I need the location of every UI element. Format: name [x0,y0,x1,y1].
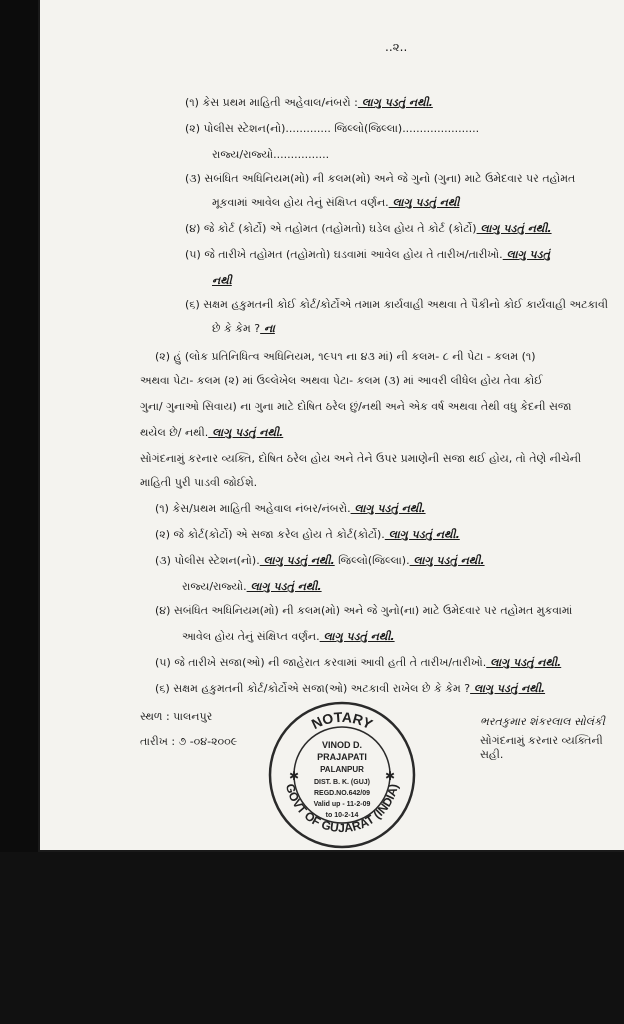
section-one-line [212,274,232,288]
item-text: છે કે કેમ ? [212,322,261,335]
paragraph-two-line [140,426,283,440]
item-number: (૩) [185,172,205,185]
section-one-line [212,148,329,162]
item-text: પોલીસ સ્ટેશન(નો)............. જિલ્લો(જિલ્લા)...................... [203,122,480,135]
item-number: (૫) [185,248,205,261]
item-text: સબંધિત અધિનિયમ(મો) ની કલમ(મો) અને જે ગુનો(ના) માટે ઉમેદવાર પર તહોમત મુકવામાં [173,604,573,617]
item-answer: લાગુ પડતું નથી. [486,656,562,669]
section-two-line [155,682,545,696]
section-one-line [185,222,552,236]
item-answer: ના [260,322,275,335]
paragraph-three-line: સોગંદનામું કરનાર વ્યક્તિ, દોષિત ઠરેલ હોય અને તેને ઉપર પ્રમાણેની સજા થઈ હોય, તો તેણે નીચેની [140,452,582,465]
item-answer: લાગુ પડતું નથી. [350,502,426,515]
page-number: ..૨.. [385,40,408,54]
place-line: સ્થળ : પાલનપુર [140,710,213,723]
paragraph-two-line [155,350,536,364]
section-one-line [212,322,275,336]
paragraph-two-answer: લાગુ પડતું નથી. [208,426,284,439]
section-one-line [185,172,575,186]
item-text: સબંધિત અધિનિયમ(મો) ની કલમ(મો) અને જે ગુનો (ગુના) માટે ઉમેદવાર પર તહોમત [204,172,576,185]
svg-text:NOTARY [309,709,376,733]
item-answer: લાગુ પડતું નથી. [357,96,433,109]
section-two-line [182,580,322,594]
stamp-star-left: ✱ [289,769,300,783]
section-one-line [185,96,433,110]
stamp-line: to 10-2-14 [325,812,359,819]
section-two-line [155,604,572,618]
item-answer: લાગુ પડતું નથી. [384,528,460,541]
notary-stamp [267,700,417,850]
item-answer-2: લાગુ પડતું નથી. [409,554,485,567]
section-two-line [155,528,460,542]
stamp-star-right: ✱ [385,769,396,783]
section-one-line [212,196,459,210]
signature: ભરતકુમાર શંકરલાલ સોલંકી [480,715,605,728]
stamp-bottom-text: GOVT OF GUJARAT (INDIA) [282,782,402,836]
item-text: કેસ પ્રથમ માહિતી અહેવાલ/નંબરો : [202,96,358,109]
stamp-line: DIST. B. K. (GUJ) [313,779,371,786]
line-text: અથવા પેટા- કલમ (૨) માં ઉલ્લેખેલ અથવા પેટા- કલમ (૩) માં આવરી લીધેલ હોય તેવા કોઈ [140,374,543,387]
item-number: (૪) [155,604,174,617]
item-text: સક્ષમ હકુમતની કોર્ટ/કોર્ટોએ સજા(ઓ) અટકાવી રાખેલ છે કે કેમ ? [173,682,471,695]
item-number: (૬) [185,298,204,311]
item-number: (૧) [155,502,173,515]
item-answer: લાગુ પડતું [502,248,550,261]
item-answer: નથી [212,274,232,287]
paragraph-two-line [140,374,543,388]
line-text: ગુના/ ગુનાઓ સિવાય) ના ગુના માટે દોષિત ઠરેલ છું/નથી અને એક વર્ષ અથવા તેથી વધુ કેદની સજા [140,400,572,413]
item-text: મૂકવામાં આવેલ હોય તેનું સંક્ષિપ્ત વર્ણન. [212,196,389,209]
item-number: (૨) [185,122,204,135]
item-text: જે કોર્ટ (કોર્ટો) એ તહોમત (તહોમતો) ઘડેલ હોય તે કોર્ટ (કોર્ટો) [203,222,477,235]
line-text: થયેલ છે/ નથી. [140,426,209,439]
item-text: જે તારીખે સજા(ઓ) ની જાહેરાત કરવામાં આવી હતી તે તારીખ/તારીખો. [174,656,487,669]
section-one-line [185,122,479,136]
item-number: (૪) [185,222,204,235]
section-one-line [185,298,608,312]
stamp-line: VINOD D. [321,740,363,750]
item-text: રાજ્ય/રાજ્યો................ [212,148,330,161]
item-text: આવેલ હોય તેનું સંક્ષિપ્ત વર્ણન. [182,630,320,643]
line-text: (૨) હું (લોક પ્રતિનિધિત્વ અધિનિયમ, ૧૯૫૧ ના ૪૩ માં) ની કલમ- ૮ ની પેટા - કલમ (૧) [155,350,536,363]
item-text: સક્ષમ હકુમતની કોઈ કોર્ટ/કોર્ટોએ તમામ કાર્યવાહી અથવા તે પૈકીનો કોઈ કાર્યવાહી અટકાવી [203,298,608,311]
item-number: (૧) [185,96,203,109]
signature-caption: સોગંદનામું કરનાર વ્યક્તિની સહી. [480,734,603,761]
section-two-line [155,502,426,516]
item-answer: લાગુ પડતું નથી. [470,682,546,695]
stamp-line: PALANPUR [320,765,364,774]
stamp-line: REGD.NO.642/09 [313,790,371,797]
item-number: (૬) [155,682,174,695]
item-answer: લાગુ પડતું નથી. [259,554,335,567]
stamp-top-text: NOTARY [308,708,376,733]
paragraph-two-line [140,400,571,414]
section-two-line [182,630,395,644]
scan-dark-bottom [0,852,624,1024]
item-text: જે તારીખે તહોમત (તહોમતો) ઘડવામાં આવેલ હોય તે તારીખ/તારીખો. [204,248,503,261]
item-text: કેસ/પ્રથમ માહિતી અહેવાલ નંબર/નંબરો. [172,502,351,515]
item-text: પોલીસ સ્ટેશન(નો). [174,554,260,567]
item-answer: લાગુ પડતું નથી [388,196,460,209]
section-two-line [155,656,561,670]
item-answer: લાગુ પડતું નથી. [319,630,395,643]
stamp-line: PRAJAPATI [317,752,367,762]
item-text-2: જિલ્લો(જિલ્લા). [334,554,410,567]
section-one-line [185,248,550,262]
item-number: (૨) [155,528,174,541]
item-text: રાજ્ય/રાજ્યો. [182,580,247,593]
item-answer: લાગુ પડતું નથી. [476,222,552,235]
stamp-line: Valid up - 11-2-09 [313,801,371,808]
item-number: (૫) [155,656,175,669]
section-two-line [155,554,485,568]
date-line: તારીખ : ૭ -૦૪-૨૦૦૯ [140,735,238,748]
item-number: (૩) [155,554,175,567]
item-text: જે કોર્ટ(કોર્ટો) એ સજા કરેલ હોય તે કોર્ટ(કોર્ટો). [173,528,385,541]
item-answer: લાગુ પડતું નથી. [246,580,322,593]
paragraph-three-line: માહિતી પુરી પાડવી જોઈશે. [140,476,258,489]
